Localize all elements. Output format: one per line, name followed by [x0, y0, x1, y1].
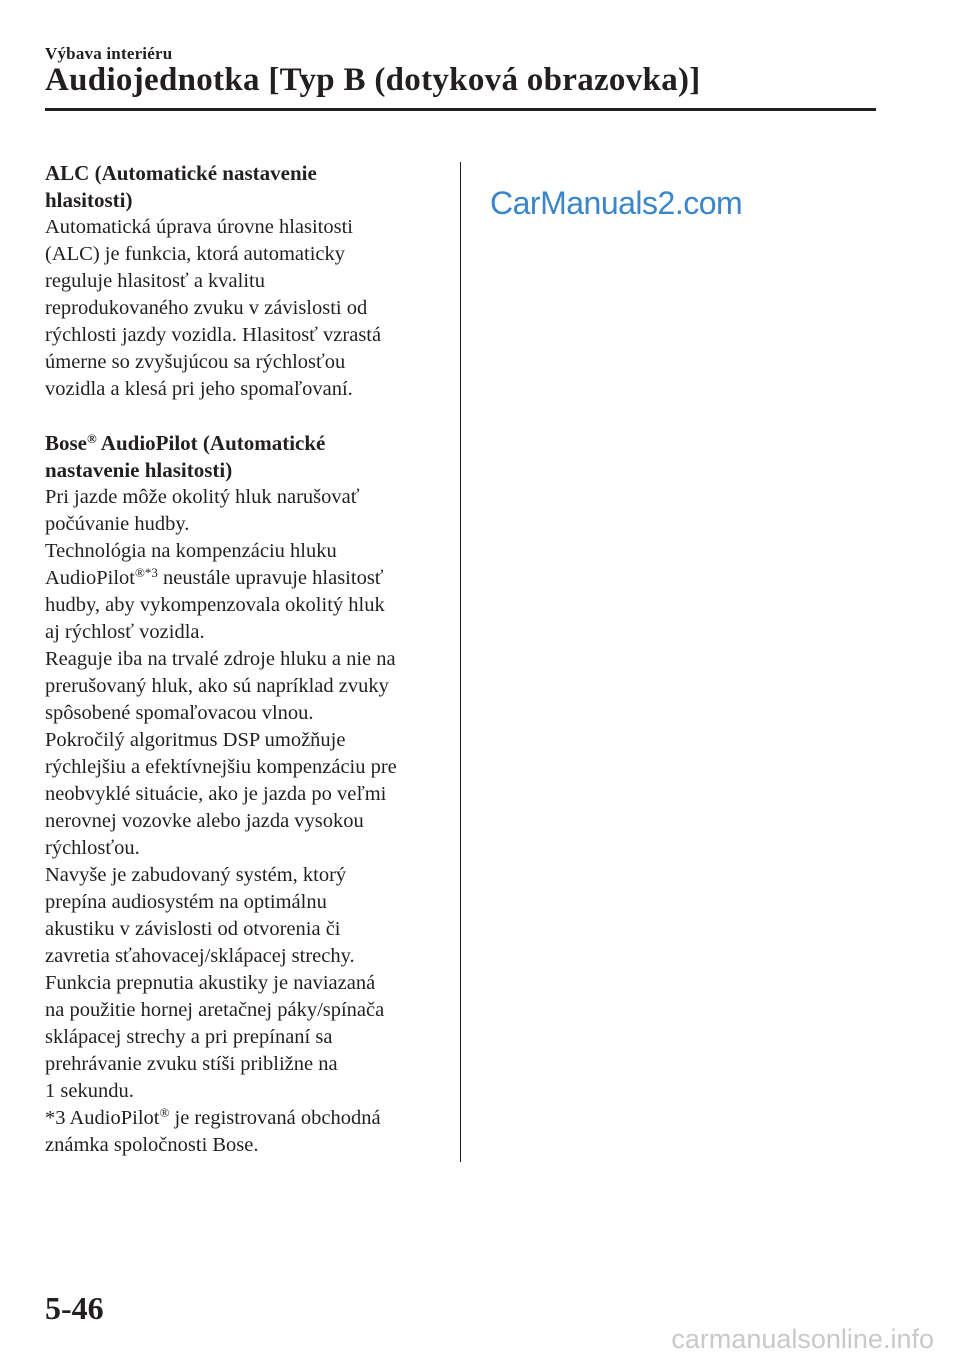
spacer [45, 403, 445, 430]
text-line: Technológia na kompenzáciu hluku [45, 540, 337, 562]
alc-heading [45, 160, 445, 214]
bose-heading-line: nastavenie hlasitosti) [45, 458, 233, 482]
bose-heading-line [45, 430, 445, 457]
column-divider [460, 162, 461, 1162]
bose-body [45, 484, 445, 1159]
left-column [45, 160, 445, 1159]
footnote-line: známka spoločnosti Bose. [45, 1134, 259, 1156]
text-line: rýchlejšiu a efektívnejšiu kompenzáciu pre [45, 756, 397, 778]
text-line: sklápacej strechy a pri prepínaní sa [45, 1026, 333, 1048]
text-line [45, 565, 445, 592]
text-line: reprodukovaného zvuku v závislosti od [45, 297, 368, 319]
bose-heading-rest: AudioPilot (Automatické [96, 431, 326, 455]
text-line: akustiku v závislosti od otvorenia či [45, 918, 341, 940]
footnote-rest: je registrovaná obchodná [169, 1107, 381, 1129]
section-label: Výbava interiéru [45, 44, 173, 63]
text-line: rýchlosti jazdy vozidla. Hlasitosť vzrastá [45, 324, 382, 346]
alc-heading-line: ALC (Automatické nastavenie [45, 161, 317, 185]
text-line: úmerne so zvyšujúcou sa rýchlosťou [45, 351, 346, 373]
text-line: nerovnej vozovke alebo jazda vysokou [45, 810, 364, 832]
alc-heading-line: hlasitosti) [45, 188, 133, 212]
registered-footnote-mark: ®*3 [135, 565, 158, 580]
text-line: Pokročilý algoritmus DSP umožňuje [45, 729, 346, 751]
text-line: vozidla a klesá pri jeho spomaľovaní. [45, 378, 353, 400]
title-rule [45, 108, 876, 111]
alc-body [45, 214, 445, 403]
text-line: na použitie hornej aretačnej páky/spínača [45, 999, 385, 1021]
audiopilot-rest: neustále upravuje hlasitosť [157, 567, 384, 589]
bose-heading [45, 430, 445, 484]
text-line: prepína audiosystém na optimálnu [45, 891, 327, 913]
bose-heading-prefix: Bose [45, 431, 87, 455]
text-line: 1 sekundu. [45, 1080, 134, 1102]
text-line: Navyše je zabudovaný systém, ktorý [45, 864, 347, 886]
text-line: (ALC) je funkcia, ktorá automaticky [45, 243, 345, 265]
audiopilot-prefix: AudioPilot [45, 567, 135, 589]
text-line: rýchlosťou. [45, 837, 140, 859]
page-number: 5-46 [45, 1290, 104, 1326]
text-line: spôsobené spomaľovacou vlnou. [45, 702, 314, 724]
text-line: Funkcia prepnutia akustiky je naviazaná [45, 972, 376, 994]
registered-mark: ® [87, 431, 97, 446]
text-line: Pri jazde môže okolitý hluk narušovať [45, 486, 360, 508]
text-line: aj rýchlosť vozidla. [45, 621, 205, 643]
text-line: reguluje hlasitosť a kvalitu [45, 270, 265, 292]
watermark-logo: CarManuals2.com [490, 185, 743, 221]
text-line: zavretia sťahovacej/sklápacej strechy. [45, 945, 355, 967]
text-line: Automatická úprava úrovne hlasitosti [45, 216, 353, 238]
footnote-prefix: *3 AudioPilot [45, 1107, 160, 1129]
text-line: neobvyklé situácie, ako je jazda po veľmi [45, 783, 387, 805]
footer-watermark: carmanualsonline.info [671, 1324, 934, 1354]
text-line: počúvanie hudby. [45, 513, 190, 535]
text-line: prehrávanie zvuku stíši približne na [45, 1053, 338, 1075]
text-line: hudby, aby vykompenzovala okolitý hluk [45, 594, 385, 616]
page-title: Audiojednotka [Typ B (dotyková obrazovka)] [45, 62, 701, 98]
text-line: Reaguje iba na trvalé zdroje hluku a nie na [45, 648, 396, 670]
text-line: prerušovaný hluk, ako sú napríklad zvuky [45, 675, 389, 697]
registered-mark: ® [159, 1105, 170, 1120]
footnote-line [45, 1105, 445, 1132]
